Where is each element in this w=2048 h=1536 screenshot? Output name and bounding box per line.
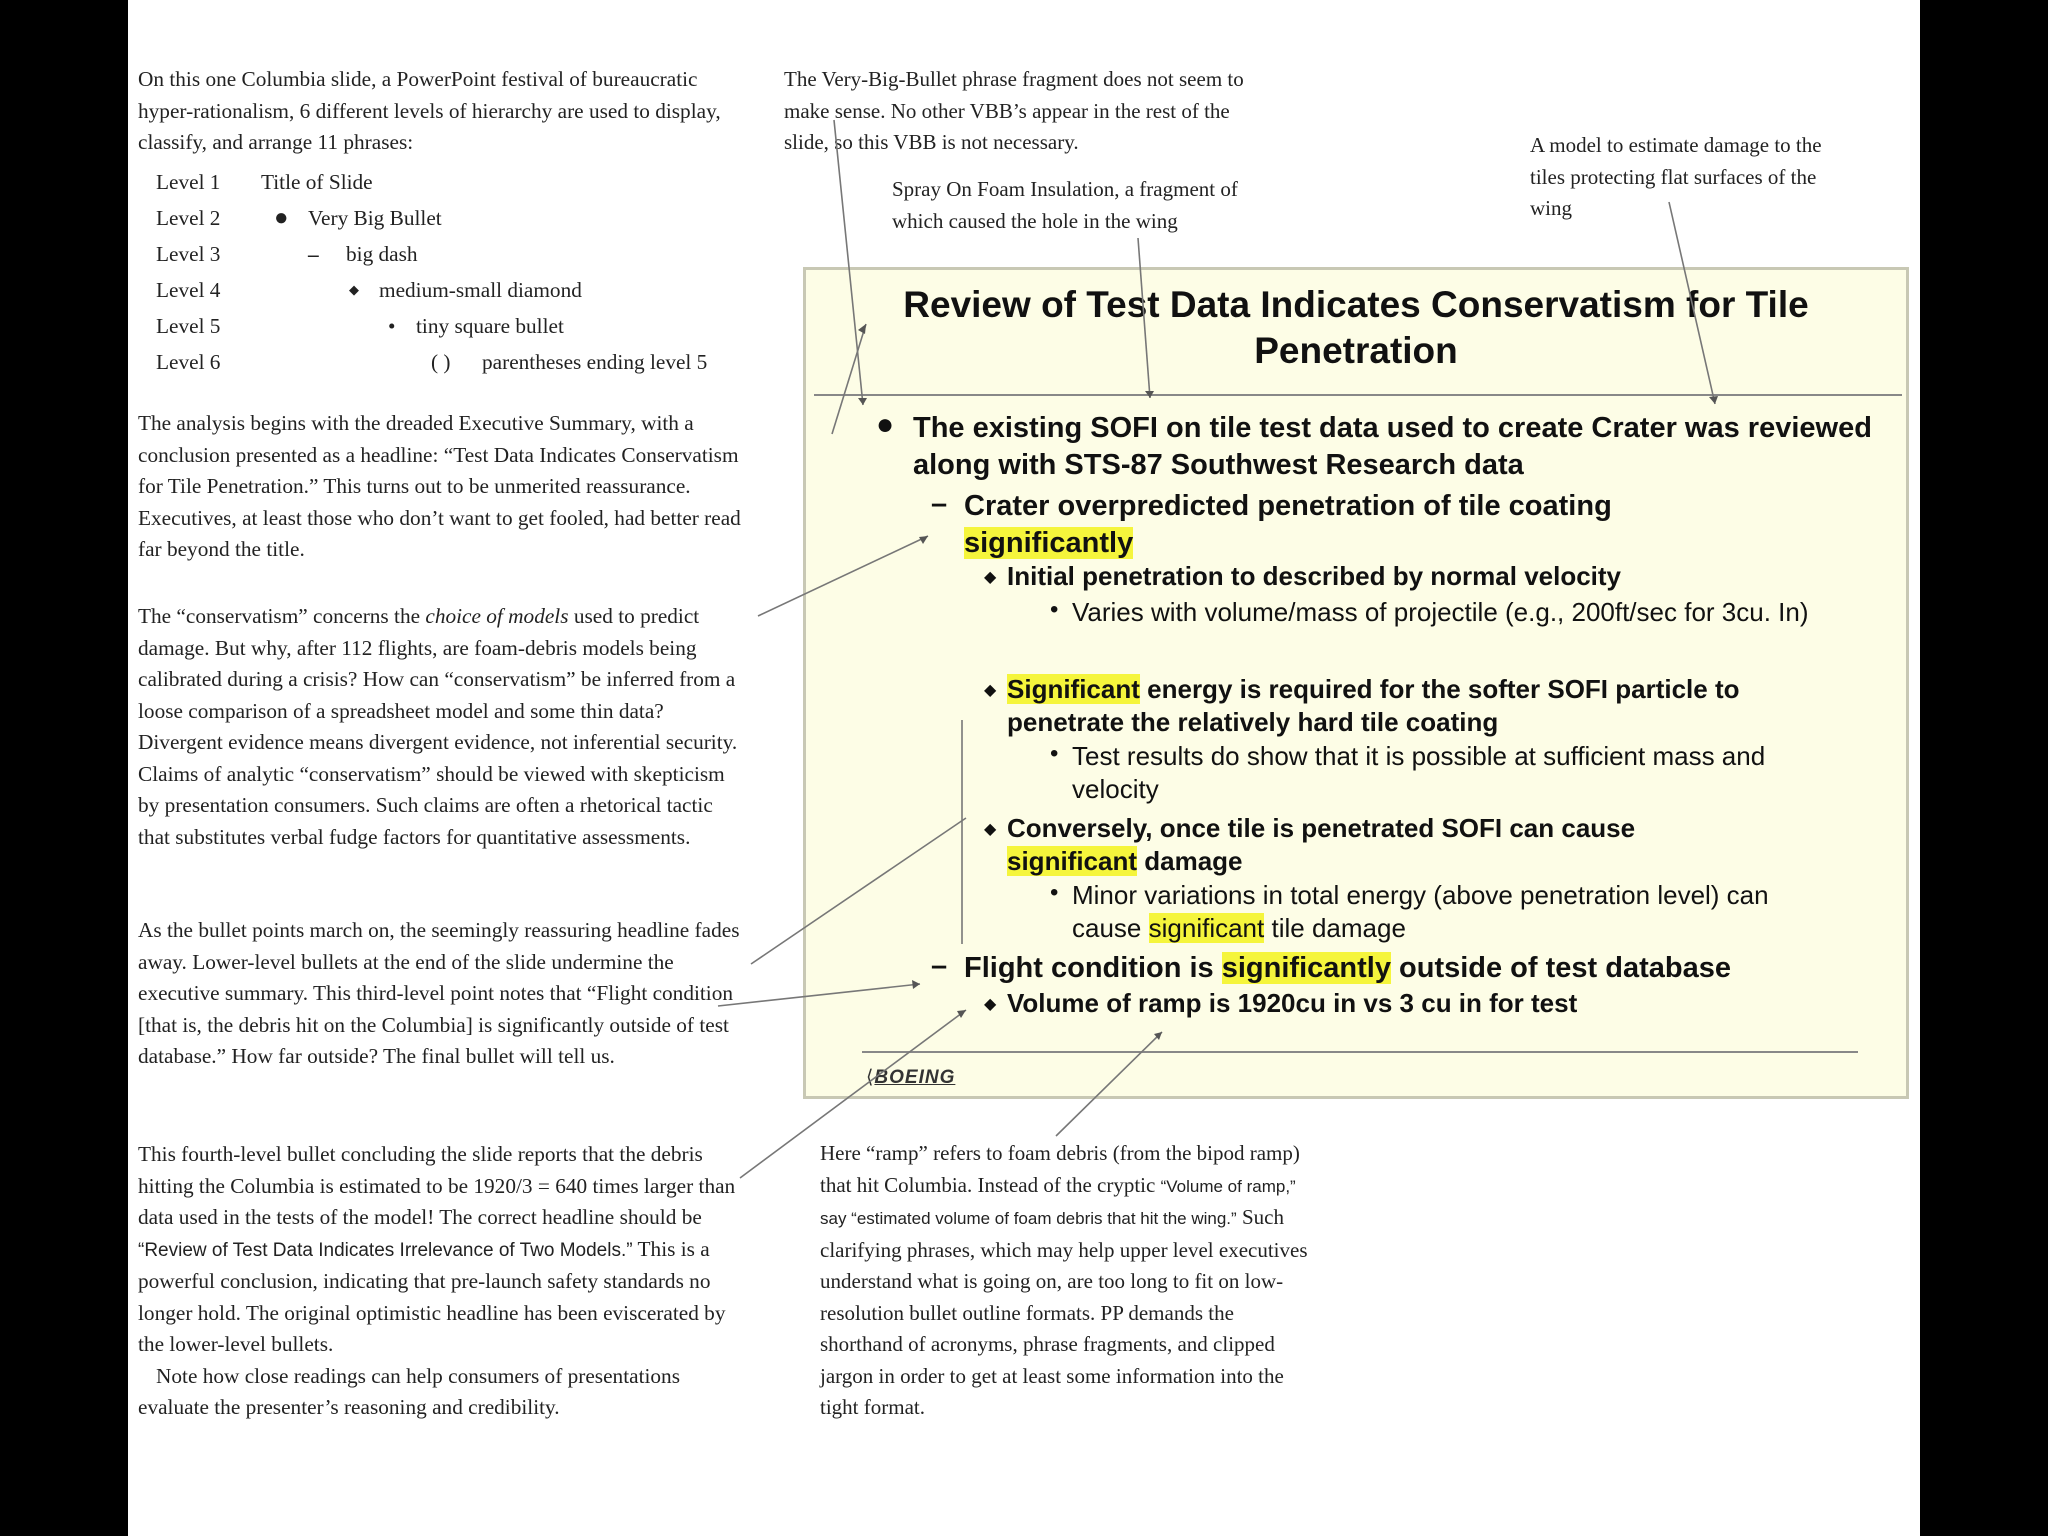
- leader-line-vbb: [834, 120, 863, 405]
- square-bullet-icon: •: [388, 314, 396, 338]
- logo-swoosh-icon: ⟨: [866, 1067, 875, 1088]
- slide-title: Review of Test Data Indicates Conservatism for Tile Penetration: [903, 284, 1809, 371]
- text-run: Minor variations in total energy (above penetration level) can cause: [1072, 880, 1769, 943]
- slide-bullet-level5-varies: Varies with volume/mass of projectile (e.g., 200ft/sec for 3cu. In): [1072, 597, 1809, 627]
- arrowhead-icon: [858, 398, 867, 405]
- intro-text: On this one Columbia slide, a PowerPoint festival of bureaucratic hyper-rationalism, 6 different levels of hierarchy are used to display, classify, and arrange 11 phrases:: [138, 67, 721, 154]
- slide-bullet-level5-test-results: Test results do show that it is possible at sufficient mass and velocity: [1072, 741, 1766, 804]
- slide-bullet-level4-volume: Volume of ramp is 1920cu in vs 3 cu in for test: [1007, 988, 1578, 1018]
- level-label: Level 1: [156, 170, 221, 194]
- leader-line-conservatism: [758, 536, 928, 616]
- arrowhead-icon: [1709, 396, 1718, 404]
- paragraph-text: As the bullet points march on, the seemingly reassuring headline fades away. Lower-level bullets at the end of the slide undermine the executive summary. This third-level point notes that “Flight condition [that is, the debris hit on the Columbia] is significantly outside of test database.” How far outside? The final bullet will tell us.: [138, 918, 740, 1068]
- level-label: Level 2: [156, 206, 221, 230]
- level-desc: Title of Slide: [261, 170, 373, 194]
- arrowhead-icon: [1145, 391, 1154, 398]
- diamond-icon: ◆: [984, 682, 997, 699]
- leader-line-flight-condition: [718, 984, 920, 1006]
- arrowhead-icon: [957, 1010, 966, 1018]
- note-text: The Very-Big-Bullet phrase fragment does not seem to make sense. No other VBB’s appear in the rest of the slide, so this VBB is not necessary.: [784, 67, 1244, 154]
- text-run: This fourth-level bullet concluding the slide reports that the debris hitting the Columbia is estimated to be 1920/3 = 640 times larger than data used in the tests of the model! The correct headline should be: [138, 1142, 736, 1229]
- text-run: used to predict damage. But why, after 112 flights, are foam-debris models being calibrated during a crisis? How can “conservatism” be inferred from a loose comparison of a spreadsheet model and some thin data? Divergent evidence means divergent evidence, not inferential security. Claims of analytic “conservatism” should be viewed with skepticism by presentation consumers. Such claims are often a rhetorical tactic that substitutes verbal fudge factors for quantitative assessments.: [138, 604, 738, 849]
- text-run: Conversely, once tile is penetrated SOFI can cause: [1007, 813, 1636, 843]
- text-run: damage: [1144, 846, 1243, 876]
- level-desc: medium-small diamond: [379, 278, 582, 302]
- dash-icon: –: [308, 242, 319, 266]
- level-label: Level 4: [156, 278, 221, 302]
- logo-text: BOEING: [874, 1067, 956, 1088]
- note-text: Spray On Foam Insulation, a fragment of which caused the hole in the wing: [892, 177, 1238, 233]
- highlighted-text: significantly: [964, 527, 1134, 559]
- leader-line-sofi: [1138, 238, 1150, 398]
- level-desc: Very Big Bullet: [308, 206, 442, 230]
- dash-icon: –: [931, 488, 948, 520]
- text-run: The “conservatism” concerns the: [138, 604, 421, 628]
- page: [128, 0, 1920, 1536]
- suggested-phrase-text: “Volume of ramp,” say “estimated volume of foam debris that hit the wing.”: [820, 1176, 1296, 1228]
- arrowhead-icon: [912, 980, 920, 989]
- square-bullet-icon: •: [1050, 740, 1059, 767]
- diamond-icon: ◆: [349, 282, 359, 297]
- text-run: Crater overpredicted penetration of tile coating: [964, 490, 1612, 522]
- level-desc: parentheses ending level 5: [482, 350, 708, 374]
- highlighted-text: significant: [1007, 846, 1138, 876]
- diamond-icon: ◆: [984, 569, 997, 586]
- emphasis-text: choice of models: [425, 604, 569, 628]
- text-run: energy is required for the softer SOFI particle to penetrate the relatively hard tile coating: [1007, 674, 1740, 737]
- leader-line-ramp: [1056, 1032, 1162, 1136]
- level-label: Level 6: [156, 350, 221, 374]
- slide-bullet-level4-initial: Initial penetration to described by normal velocity: [1007, 561, 1622, 591]
- level-label: Level 5: [156, 314, 221, 338]
- paragraph-text: Note how close readings can help consumers of presentations evaluate the presenter’s reasoning and credibility.: [138, 1363, 680, 1419]
- square-bullet-icon: •: [1050, 879, 1059, 906]
- dash-icon: –: [931, 950, 948, 982]
- slide-bullet-level2: The existing SOFI on tile test data used to create Crater was reviewed along with STS-87 Southwest Research data: [913, 412, 1872, 481]
- paragraph-text: The analysis begins with the dreaded Executive Summary, with a conclusion presented as a headline: “Test Data Indicates Conservatism for Tile Penetration.” This turns out to be unmerited reassurance. Executives, at least those who don’t want to get fooled, had better read far beyond the title.: [138, 411, 741, 561]
- level-desc: big dash: [346, 242, 418, 266]
- highlighted-text: significantly: [1221, 952, 1391, 984]
- text-run: Flight condition is: [964, 952, 1214, 984]
- correct-headline-text: “Review of Test Data Indicates Irrelevance of Two Models.”: [138, 1239, 633, 1261]
- parentheses-icon: ( ): [431, 350, 451, 374]
- text-run: tile damage: [1271, 913, 1406, 943]
- leader-line-headline-fades: [751, 818, 966, 964]
- text-run: This is a powerful conclusion, indicating that pre-launch safety standards no longer hold. The original optimistic headline has been eviscerated by the lower-level bullets.: [138, 1236, 726, 1356]
- leader-line-fourth-level: [740, 1010, 966, 1178]
- text-run: Here “ramp” refers to foam debris (from the bipod ramp) that hit Columbia. Instead of the cryptic: [820, 1141, 1300, 1197]
- annotation-leader-lines: [128, 0, 1920, 1536]
- level-desc: tiny square bullet: [416, 314, 564, 338]
- highlighted-text: Significant: [1007, 674, 1140, 704]
- level-label: Level 3: [156, 242, 221, 266]
- diamond-icon: ◆: [984, 821, 997, 838]
- arrowhead-icon: [858, 324, 866, 334]
- leader-line-model: [1669, 202, 1715, 404]
- big-bullet-icon: ●: [876, 408, 895, 441]
- highlighted-text: significant: [1148, 913, 1265, 943]
- big-bullet-icon: ●: [274, 205, 289, 231]
- text-run: Such clarifying phrases, which may help upper level executives understand what is going on, are too long to fit on low-resolution bullet outline formats. PP demands the shorthand of acronyms, phrase fragments, and clipped jargon in order to get at least some information into the tight format.: [820, 1205, 1308, 1419]
- text-run: outside of test database: [1399, 952, 1731, 984]
- square-bullet-icon: •: [1050, 596, 1059, 623]
- diamond-icon: ◆: [984, 996, 997, 1013]
- note-text: A model to estimate damage to the tiles protecting flat surfaces of the wing: [1530, 133, 1822, 220]
